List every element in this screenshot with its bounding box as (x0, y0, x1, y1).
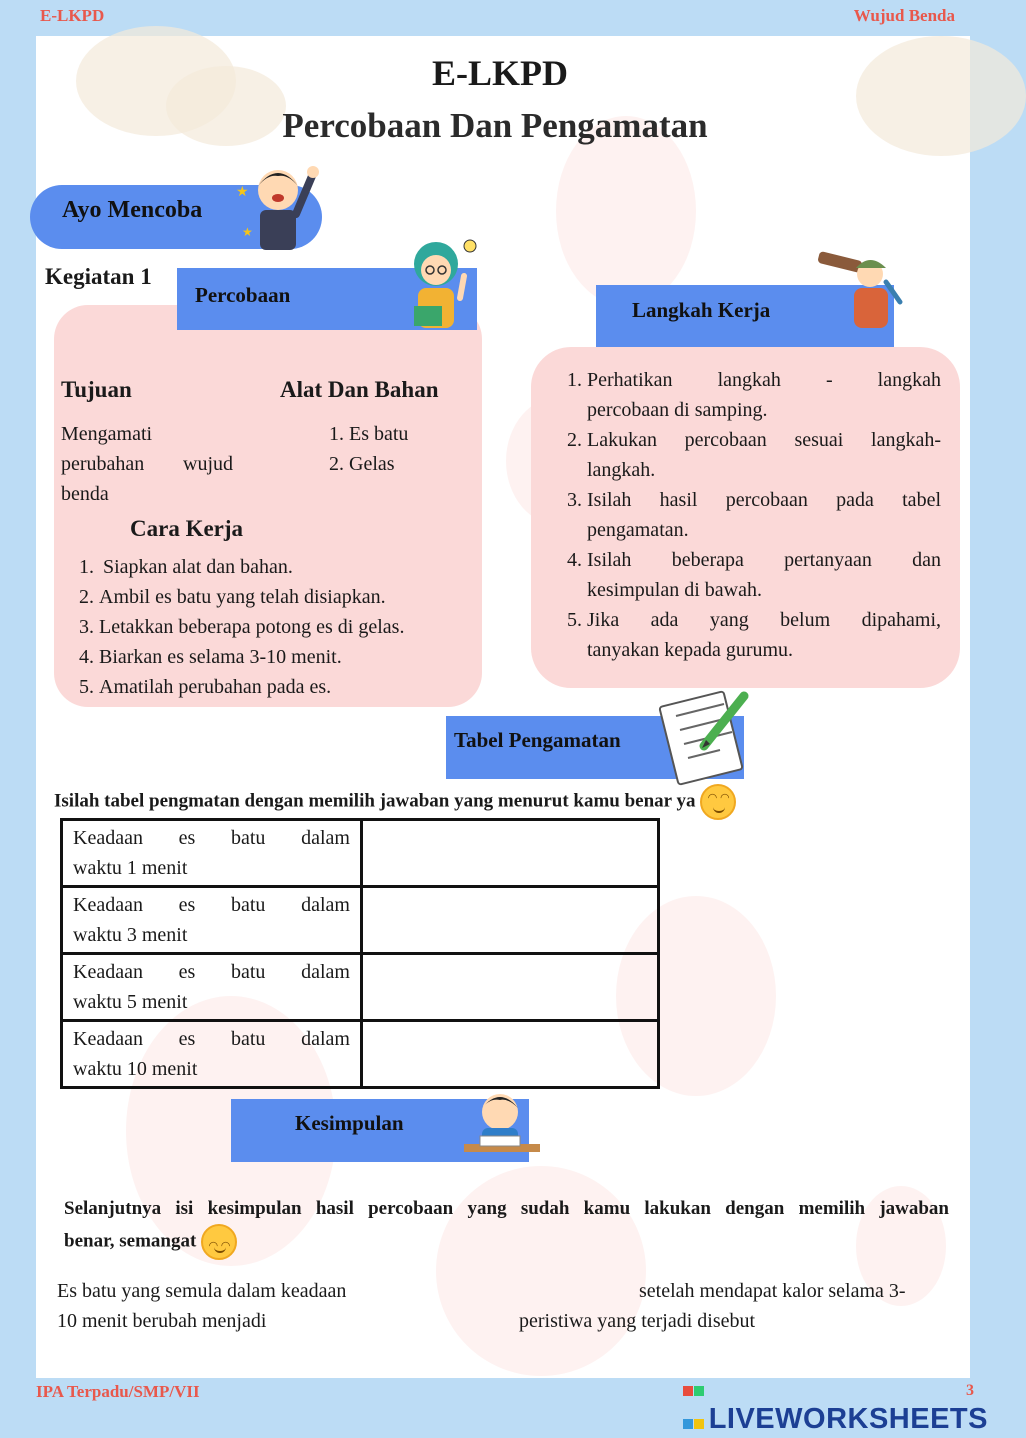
answer-blank-2[interactable] (310, 1308, 510, 1334)
tabel-instruction (54, 784, 736, 820)
page-title: E-LKPD (431, 53, 568, 93)
tujuan-line: perubahan wujud (61, 453, 233, 475)
tabel-pengamatan-tab-label: Tabel Pengamatan (454, 728, 621, 752)
table-row (62, 887, 659, 954)
smiley-icon (700, 784, 736, 820)
kegiatan-label: Kegiatan 1 (45, 264, 152, 289)
svg-text:★: ★ (242, 225, 253, 239)
list-item: 5. Jika ada yang belum dipahami, tanyakan kepada gurumu. (567, 609, 941, 661)
list-item: 4. Biarkan es selama 3-10 menit. (79, 646, 342, 668)
footer-left: IPA Terpadu/SMP/VII (36, 1382, 200, 1401)
table-cell-label: Keadaan es batu dalam waktu 5 menit (62, 954, 362, 1021)
cara-kerja-list (79, 552, 404, 702)
list-item: 1. Siapkan alat dan bahan. (79, 556, 293, 578)
alat-bahan-list (329, 419, 408, 479)
table-row (62, 1021, 659, 1088)
kesimpulan-tab-label: Kesimpulan (295, 1111, 404, 1135)
cheering-boy-icon (228, 156, 324, 252)
header-left: E-LKPD (40, 6, 105, 25)
tujuan-text (61, 419, 233, 509)
liveworksheets-icon (683, 1372, 705, 1394)
answer-blank-1[interactable] (402, 1278, 630, 1304)
kesimpulan-part3: 10 menit berubah menjadi (57, 1310, 267, 1332)
tujuan-line: benda (61, 483, 109, 505)
header-right: Wujud Benda (853, 6, 955, 25)
kesimpulan-part2: setelah mendapat kalor selama 3- (639, 1280, 906, 1302)
list-item: 2. Ambil es batu yang telah disiapkan. (79, 586, 386, 608)
answer-cell[interactable] (362, 887, 659, 954)
list-item: 3. Letakkan beberapa potong es di gelas. (79, 616, 405, 638)
answer-blank-3[interactable] (800, 1308, 950, 1334)
percobaan-tab-label: Percobaan (195, 283, 291, 307)
cara-kerja-heading: Cara Kerja (130, 516, 244, 541)
list-item: 5. Amatilah perubahan pada es. (79, 676, 332, 698)
alat-bahan-heading: Alat Dan Bahan (280, 377, 439, 402)
table-row (62, 820, 659, 887)
table-cell-label: Keadaan es batu dalam waktu 10 menit (62, 1021, 362, 1088)
page-subtitle: Percobaan Dan Pengamatan (282, 106, 708, 145)
kesimpulan-part1: Es batu yang semula dalam keadaan (57, 1280, 347, 1302)
observation-table (60, 818, 660, 1089)
answer-cell[interactable] (362, 1021, 659, 1088)
kesimpulan-part4: peristiwa yang terjadi disebut (519, 1310, 756, 1332)
langkah-kerja-list (567, 365, 941, 665)
ayo-mencoba-label: Ayo Mencoba (62, 197, 203, 223)
list-item: 3. Isilah hasil percobaan pada tabel pengamatan. (567, 489, 941, 541)
table-cell-label: Keadaan es batu dalam waktu 1 menit (62, 820, 362, 887)
kesimpulan-instruction-line2: benar, semangat ◠ ◠ (64, 1224, 949, 1260)
liveworksheets-logo (683, 1372, 988, 1436)
smiley-icon (201, 1224, 237, 1260)
reading-girl-icon (402, 232, 486, 332)
answer-cell[interactable] (362, 820, 659, 887)
list-item: 1. Es batu (329, 423, 409, 445)
telescope-explorer-icon (814, 246, 906, 336)
notepad-pencil-icon (658, 684, 754, 784)
list-item: 2. Gelas (329, 453, 395, 475)
list-item: 2. Lakukan percobaan sesuai langkah- langkah. (567, 429, 941, 481)
table-row (62, 954, 659, 1021)
langkah-kerja-tab-label: Langkah Kerja (632, 298, 771, 322)
tujuan-heading: Tujuan (61, 377, 132, 402)
tabel-instruction-text: Isilah tabel pengmatan dengan memilih jawaban yang menurut kamu benar ya (54, 790, 696, 812)
page-number: 3 (966, 1382, 974, 1399)
list-item: 4. Isilah beberapa pertanyaan dan kesimpulan di bawah. (567, 549, 941, 601)
brand-text: LIVEWORKSHEETS (708, 1403, 988, 1435)
table-cell-label: Keadaan es batu dalam waktu 3 menit (62, 887, 362, 954)
svg-text:★: ★ (236, 184, 249, 200)
studying-boy-icon (462, 1084, 542, 1164)
tujuan-line: Mengamati (61, 423, 153, 445)
answer-cell[interactable] (362, 954, 659, 1021)
list-item: 1. Perhatikan langkah - langkah percobaan di samping. (567, 369, 941, 421)
kesimpulan-instruction-line1: Selanjutnya isi kesimpulan hasil percobaan yang sudah kamu lakukan dengan memilih jawaban (64, 1198, 949, 1219)
kesimpulan-instruction (64, 1194, 949, 1260)
